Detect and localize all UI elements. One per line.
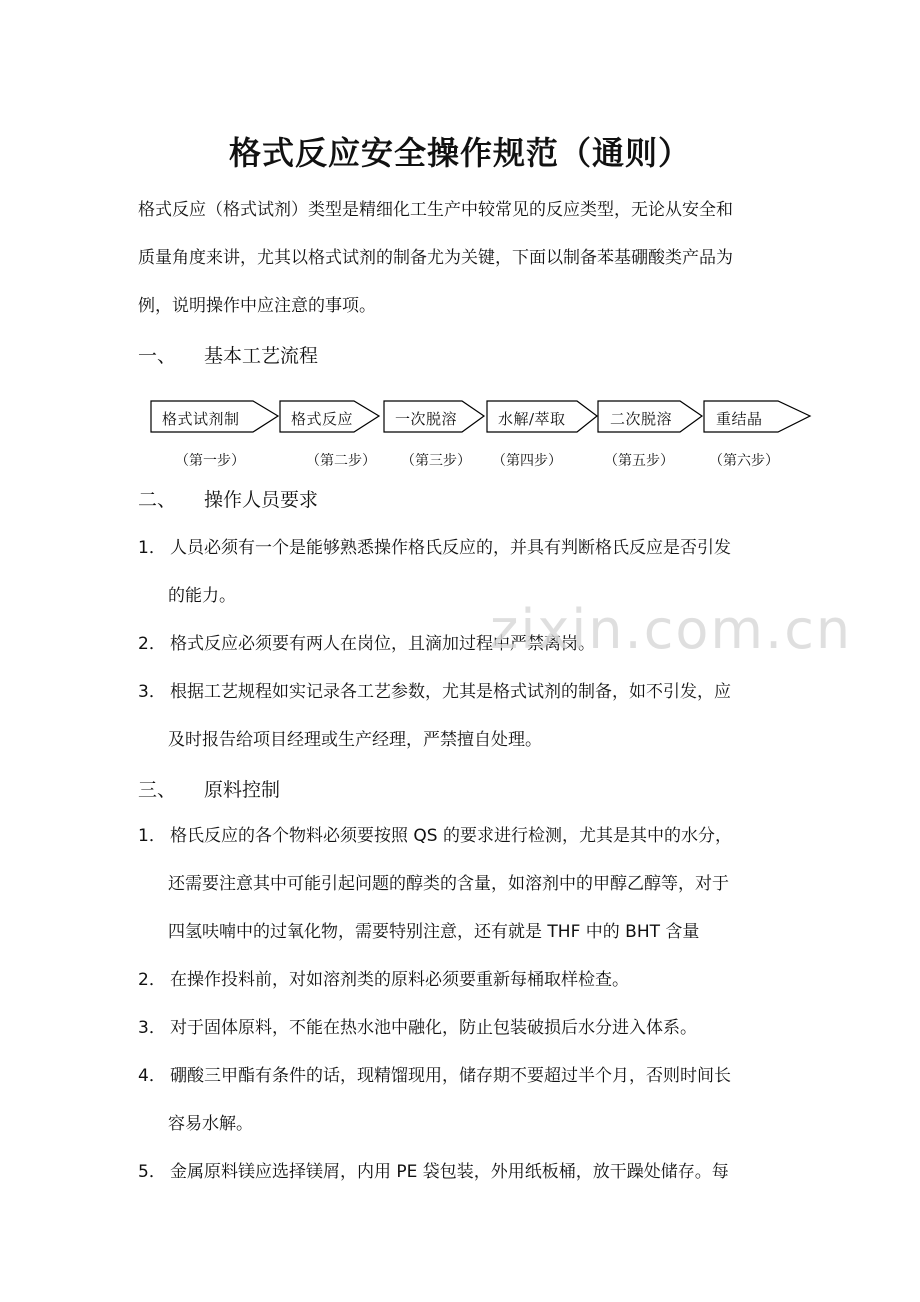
item-number: 3． xyxy=(138,1018,166,1038)
step-label: （第六步） xyxy=(709,453,779,469)
item-text: 的能力。 xyxy=(168,586,236,606)
section-heading-1 xyxy=(138,341,318,368)
item-number: 1． xyxy=(138,538,166,558)
intro-line: 质量角度来讲，尤其以格式试剂的制备尤为关键，下面以制备苯基硼酸类产品为 xyxy=(138,248,733,268)
list-item xyxy=(138,968,818,1016)
item-text: 还需要注意其中可能引起问题的醇类的含量，如溶剂中的甲醇乙醇等，对于 xyxy=(168,874,729,894)
item-text: 四氢呋喃中的过氧化物，需要特别注意，还有就是 THF 中的 BHT 含量 xyxy=(168,922,700,942)
flow-step-labels xyxy=(0,450,920,474)
item-text: 容易水解。 xyxy=(168,1114,253,1134)
intro-line: 格式反应（格式试剂）类型是精细化工生产中较常见的反应类型，无论从安全和 xyxy=(138,200,733,220)
item-text: 根据工艺规程如实记录各工艺参数，尤其是格式试剂的制备，如不引发，应 xyxy=(170,682,731,702)
item-text: 金属原料镁应选择镁屑，内用 PE 袋包装，外用纸板桶，放干躁处储存。每 xyxy=(170,1162,729,1182)
step-label: （第一步） xyxy=(175,453,245,469)
section-title: 操作人员要求 xyxy=(204,489,319,511)
section-number: 三、 xyxy=(138,779,177,801)
item-number: 2． xyxy=(138,970,166,990)
step-label: （第四步） xyxy=(492,453,562,469)
step-label: （第三步） xyxy=(401,453,471,469)
list-item xyxy=(138,680,818,776)
item-number: 3． xyxy=(138,682,166,702)
list-item xyxy=(138,824,818,968)
item-number: 2． xyxy=(138,634,166,654)
item-text: 在操作投料前，对如溶剂类的原料必须要重新每桶取样检查。 xyxy=(170,970,629,990)
section-heading-2 xyxy=(138,485,318,512)
document-title: 格式反应安全操作规范（通则） xyxy=(228,134,691,172)
section-heading-3 xyxy=(138,775,280,802)
intro-line: 例，说明操作中应注意的事项。 xyxy=(138,296,376,316)
flow-label: 水解/萃取 xyxy=(498,410,566,428)
flow-label: 格式反应 xyxy=(291,410,354,428)
process-flow-diagram xyxy=(150,400,815,434)
item-number: 5． xyxy=(138,1162,166,1182)
list-item xyxy=(138,1160,818,1208)
section-title: 原料控制 xyxy=(204,779,281,801)
flow-label: 一次脱溶 xyxy=(395,410,458,428)
flow-label: 重结晶 xyxy=(716,410,763,428)
list-item xyxy=(138,1064,818,1160)
item-number: 4． xyxy=(138,1066,166,1086)
list-item xyxy=(138,1016,818,1064)
item-text: 格式反应必须要有两人在岗位，且滴加过程中严禁离岗。 xyxy=(170,634,595,654)
section-number: 二、 xyxy=(138,489,177,511)
section-number: 一、 xyxy=(138,345,177,367)
section-title: 基本工艺流程 xyxy=(204,345,319,367)
item-text: 人员必须有一个是能够熟悉操作格氏反应的，并具有判断格氏反应是否引发 xyxy=(170,538,731,558)
item-number: 1． xyxy=(138,826,166,846)
watermark: zixin.com.cn xyxy=(490,598,853,661)
item-text: 硼酸三甲酯有条件的话，现精馏现用，储存期不要超过半个月，否则时间长 xyxy=(170,1066,731,1086)
step-label: （第二步） xyxy=(306,453,376,469)
flow-label: 格式试剂制 xyxy=(162,410,240,428)
intro-paragraph xyxy=(138,198,798,342)
step-label: （第五步） xyxy=(604,453,674,469)
flow-label: 二次脱溶 xyxy=(610,410,673,428)
item-text: 对于固体原料，不能在热水池中融化，防止包装破损后水分进入体系。 xyxy=(170,1018,697,1038)
item-text: 及时报告给项目经理或生产经理，严禁擅自处理。 xyxy=(168,730,542,750)
item-text: 格氏反应的各个物料必须要按照 QS 的要求进行检测，尤其是其中的水分， xyxy=(170,826,732,846)
